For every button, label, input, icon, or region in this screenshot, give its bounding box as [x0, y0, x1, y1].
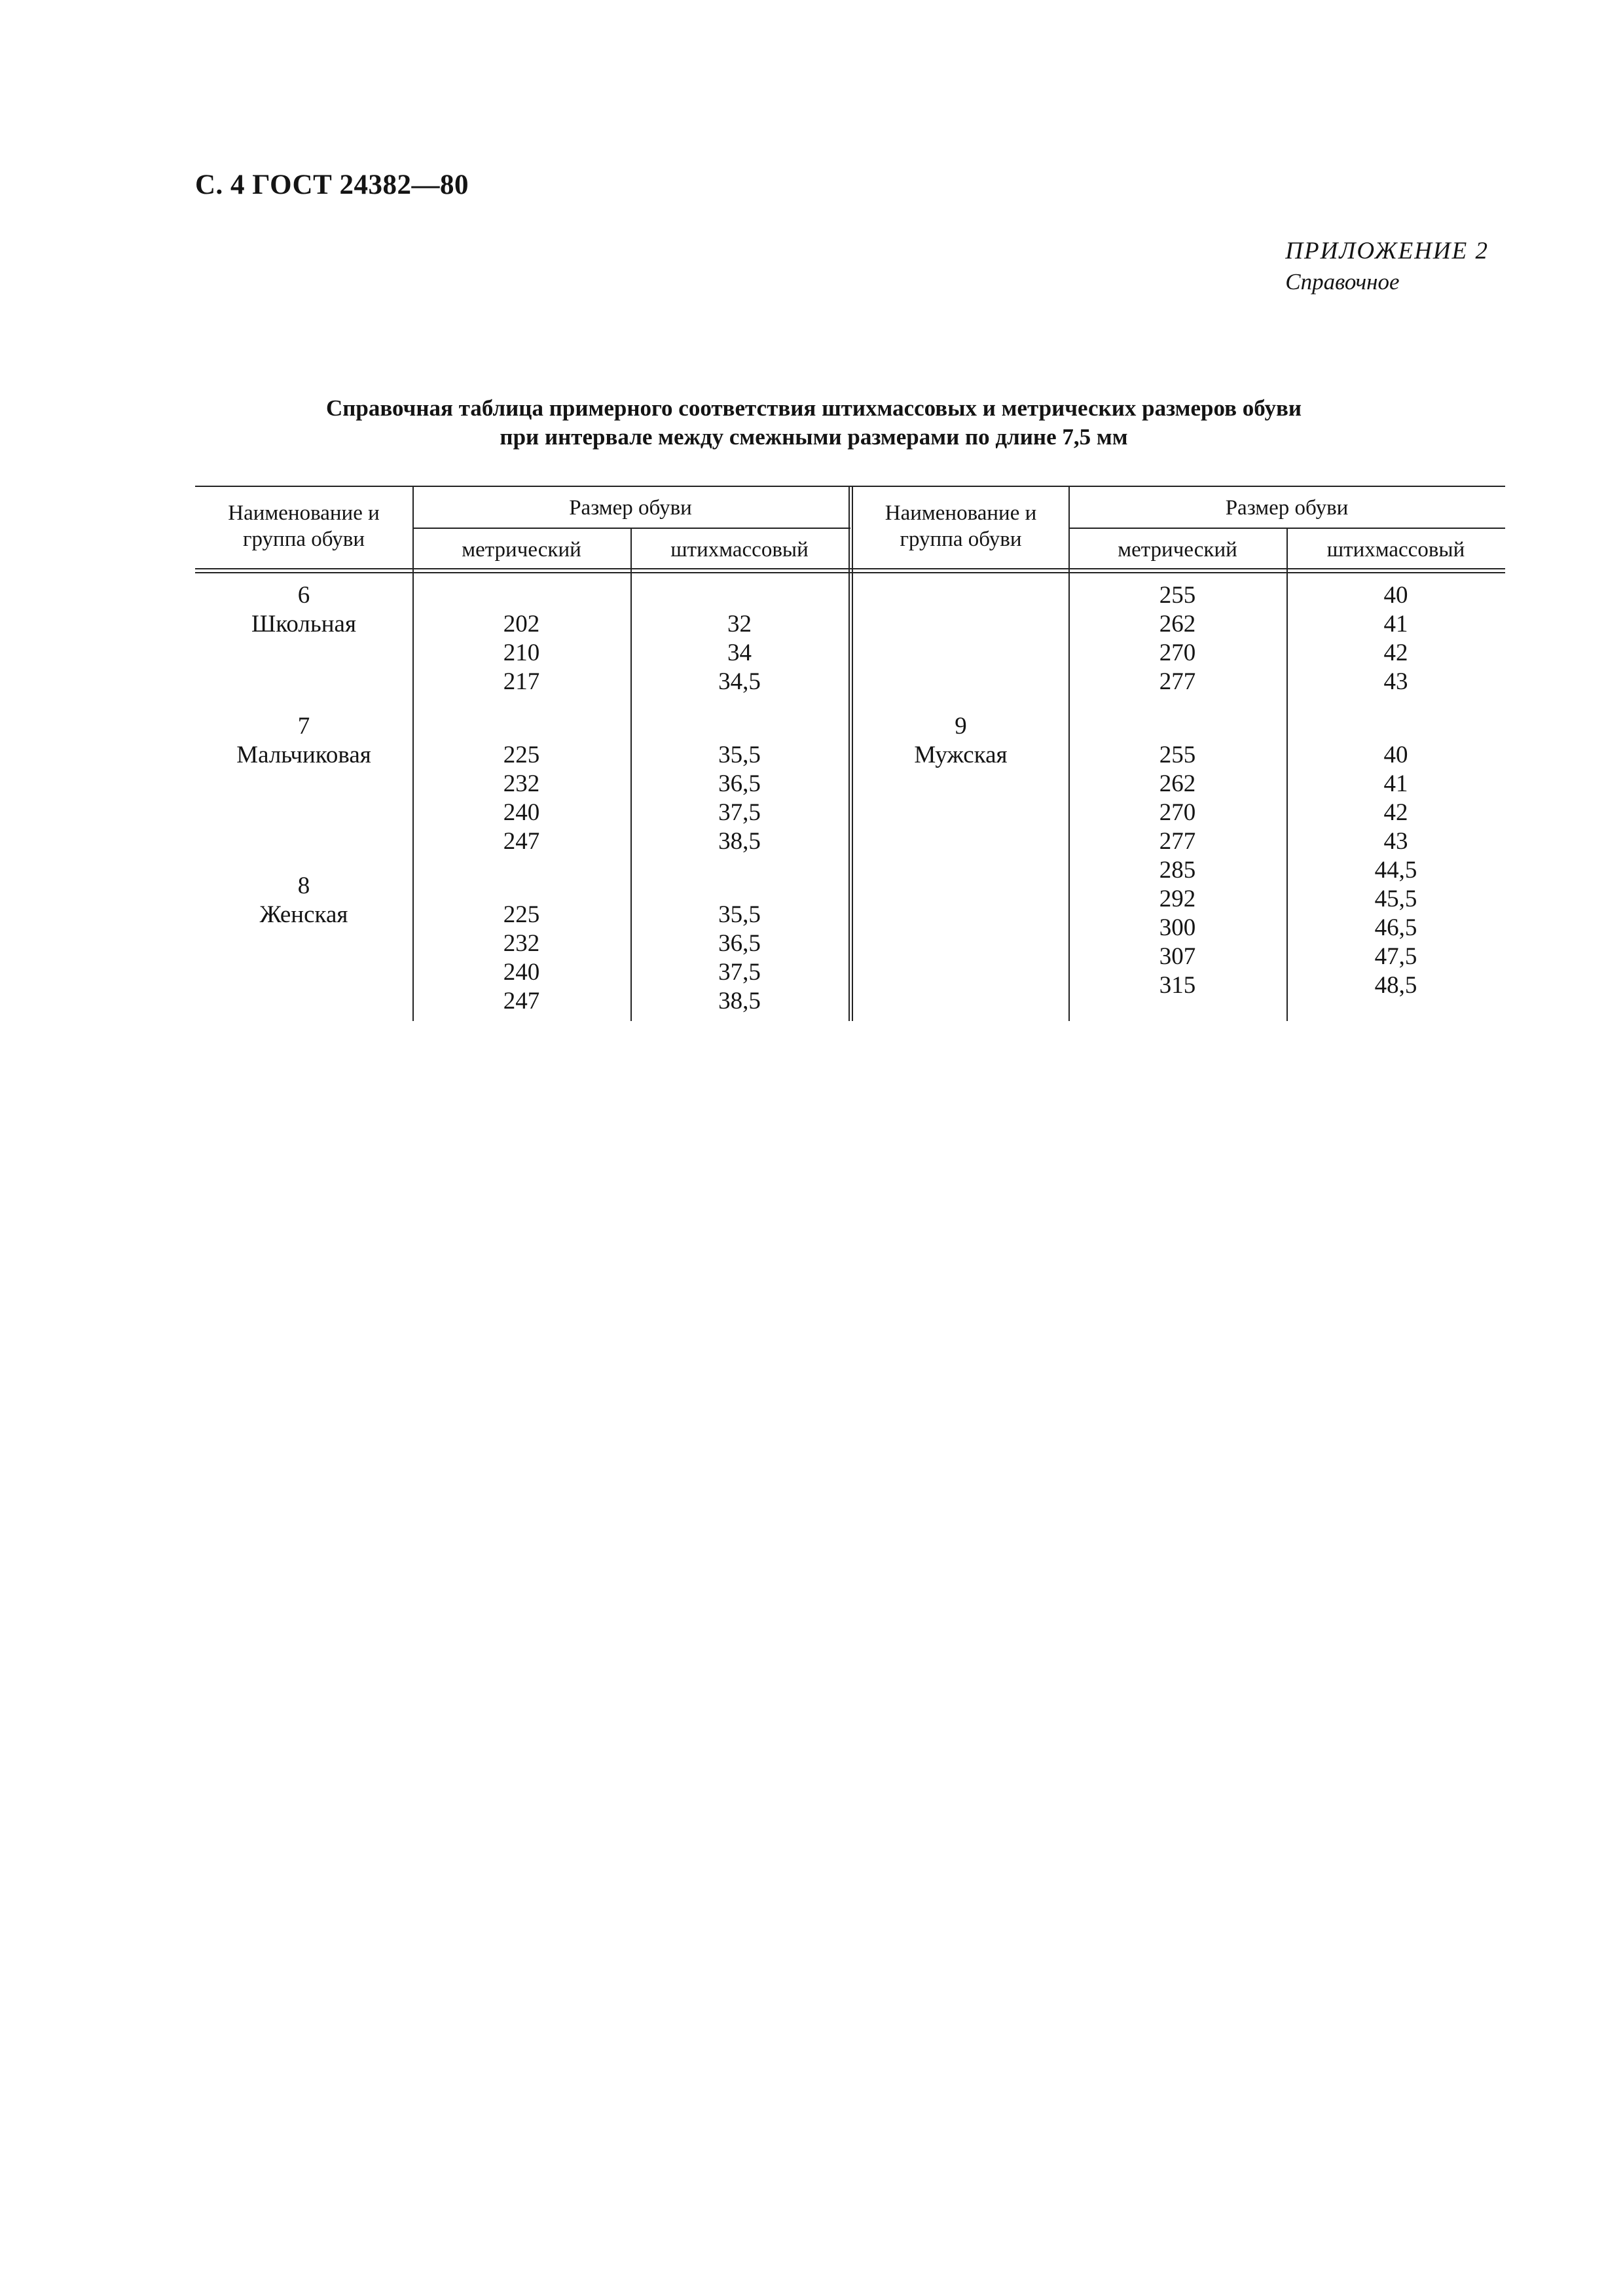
group-name: Мальчиковая [236, 742, 371, 768]
metric-value: 247 [503, 988, 540, 1014]
group-name: Женская [259, 901, 348, 928]
size-table [195, 486, 1505, 1021]
header-metric-right: метрический [1118, 538, 1237, 562]
appendix-label [1285, 237, 1489, 295]
middle-double-rule-a [848, 486, 850, 1021]
metric-value: 210 [503, 639, 540, 666]
table-title-line-2: при интервале между смежными размерами по длине 7,5 мм [500, 424, 1128, 450]
stich-value: 38,5 [718, 988, 761, 1014]
stich-value: 37,5 [718, 799, 761, 826]
metric-value: 307 [1159, 943, 1196, 970]
group-name: Мужская [914, 742, 1008, 768]
stich-value: 44,5 [1374, 857, 1417, 884]
stich-value: 32 [727, 611, 752, 637]
metric-value: 285 [1159, 857, 1196, 884]
metric-value: 217 [503, 668, 540, 695]
stich-value: 40 [1383, 582, 1408, 609]
table-title [196, 394, 1431, 452]
stich-value: 38,5 [718, 828, 761, 855]
stich-value: 43 [1383, 668, 1408, 695]
metric-value: 225 [503, 901, 540, 928]
stich-value: 41 [1383, 770, 1408, 797]
metric-value: 232 [503, 770, 540, 797]
stich-value: 47,5 [1374, 943, 1417, 970]
header-name-group-right [853, 500, 1068, 552]
header-name-line-1: Наименование и [884, 501, 1037, 525]
stich-value: 41 [1383, 611, 1408, 637]
metric-value: 225 [503, 742, 540, 768]
header-name-group-left [195, 500, 412, 552]
header-stich-right: штихмассовый [1326, 538, 1465, 562]
stich-value: 37,5 [718, 959, 761, 986]
stich-value: 36,5 [718, 930, 761, 957]
metric-value: 315 [1159, 972, 1196, 999]
header-name-line-2: группа обуви [242, 528, 365, 551]
header-name-line-1: Наименование и [228, 501, 380, 525]
metric-value: 247 [503, 828, 540, 855]
header-bottom-rule-2 [195, 572, 1505, 573]
group-number: 9 [955, 713, 967, 740]
table-top-rule [195, 486, 1505, 487]
header-stich-left: штихмассовый [670, 538, 809, 562]
header-metric-left: метрический [462, 538, 581, 562]
stich-value: 40 [1383, 742, 1408, 768]
group-number: 7 [297, 713, 310, 740]
metric-value: 300 [1159, 914, 1196, 941]
group-name: Школьная [251, 611, 356, 637]
header-bottom-rule-1 [195, 568, 1505, 569]
metric-value: 292 [1159, 886, 1196, 912]
stich-value: 42 [1383, 639, 1408, 666]
metric-value: 277 [1159, 828, 1196, 855]
header-size-left: Размер обуви [569, 496, 692, 520]
metric-value: 277 [1159, 668, 1196, 695]
metric-value: 202 [503, 611, 540, 637]
metric-value: 270 [1159, 799, 1196, 826]
stich-value: 42 [1383, 799, 1408, 826]
header-size-right: Размер обуви [1225, 496, 1349, 520]
metric-value: 240 [503, 959, 540, 986]
header-name-line-2: группа обуви [900, 528, 1022, 551]
metric-value: 240 [503, 799, 540, 826]
stich-value: 36,5 [718, 770, 761, 797]
metric-value: 262 [1159, 611, 1196, 637]
group-number: 8 [297, 872, 310, 899]
group-number: 6 [297, 582, 310, 609]
appendix-subtitle: Справочное [1285, 269, 1400, 295]
stich-value: 46,5 [1374, 914, 1417, 941]
table-title-line-1: Справочная таблица примерного соответствия штихмассовых и метрических размеров обуви [325, 395, 1302, 421]
appendix-title: ПРИЛОЖЕНИЕ 2 [1285, 238, 1489, 264]
metric-value: 232 [503, 930, 540, 957]
stich-value: 34 [727, 639, 752, 666]
metric-value: 255 [1159, 582, 1196, 609]
stich-value: 35,5 [718, 901, 761, 928]
stich-value: 45,5 [1374, 886, 1417, 912]
stich-value: 48,5 [1374, 972, 1417, 999]
stich-value: 43 [1383, 828, 1408, 855]
stich-value: 35,5 [718, 742, 761, 768]
stich-value: 34,5 [718, 668, 761, 695]
page-header: С. 4 ГОСТ 24382—80 [195, 170, 469, 200]
metric-value: 270 [1159, 639, 1196, 666]
metric-value: 255 [1159, 742, 1196, 768]
metric-value: 262 [1159, 770, 1196, 797]
